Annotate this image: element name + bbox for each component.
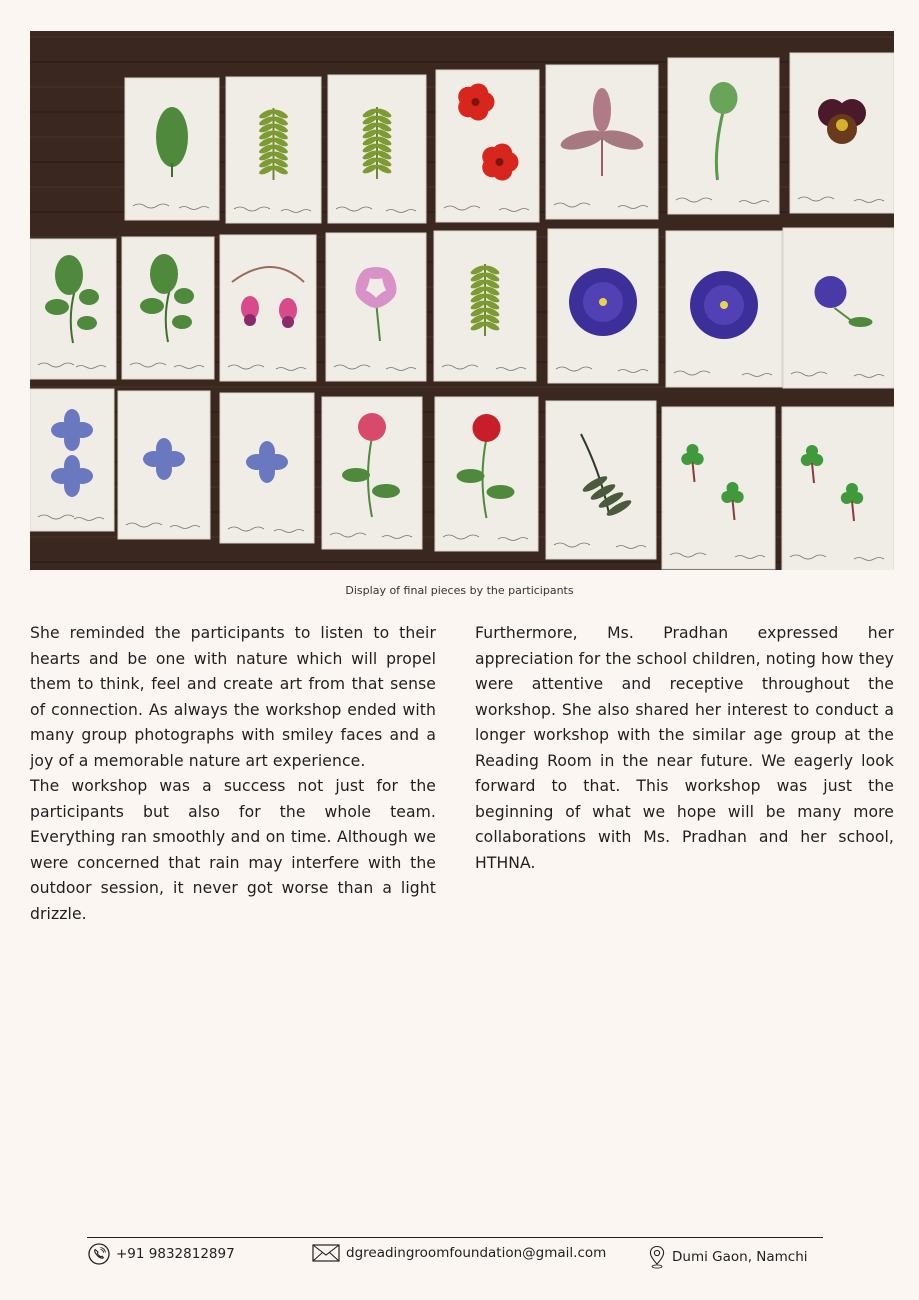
mail-icon bbox=[312, 1243, 340, 1263]
email-address[interactable]: dgreadingroomfoundation@gmail.com bbox=[346, 1245, 607, 1261]
artwork-photo bbox=[30, 31, 894, 570]
footer-email bbox=[312, 1243, 606, 1263]
body-left-column bbox=[30, 621, 436, 927]
footer-divider bbox=[87, 1237, 823, 1238]
body-paragraph: She reminded the participants to listen to their hearts and be one with nature which will propel them to think, feel and create art from that sense of connection. As always the workshop ended with many group photographs with smiley faces and a joy of a memorable nature art experience. bbox=[30, 624, 436, 770]
phone-number[interactable]: +91 9832812897 bbox=[116, 1246, 235, 1262]
artwork-photo-drawing bbox=[30, 31, 894, 570]
photo-caption: Display of final pieces by the participants bbox=[345, 584, 574, 597]
phone-icon bbox=[88, 1243, 110, 1265]
location-text: Dumi Gaon, Namchi bbox=[672, 1249, 808, 1265]
footer-phone bbox=[88, 1243, 235, 1265]
body-paragraph: Furthermore, Ms. Pradhan expressed her appreciation for the school children, noting how they were attentive and receptive throughout the workshop. She also shared her interest to conduct a longer workshop with the similar age group at the Reading Room in the near future. We eagerly look forward to that. This workshop was just the beginning of what we hope will be many more collaborations with Ms. Pradhan and her school, HTHNA. bbox=[475, 624, 894, 872]
location-pin-icon bbox=[648, 1245, 666, 1269]
footer-location bbox=[648, 1245, 808, 1269]
body-paragraph: The workshop was a success not just for the participants but also for the whole team. Everything ran smoothly and on time. Although we were concerned that rain may interfere with the outdoor session, it never got worse than a light drizzle. bbox=[30, 777, 436, 923]
body-right-column bbox=[475, 621, 894, 876]
